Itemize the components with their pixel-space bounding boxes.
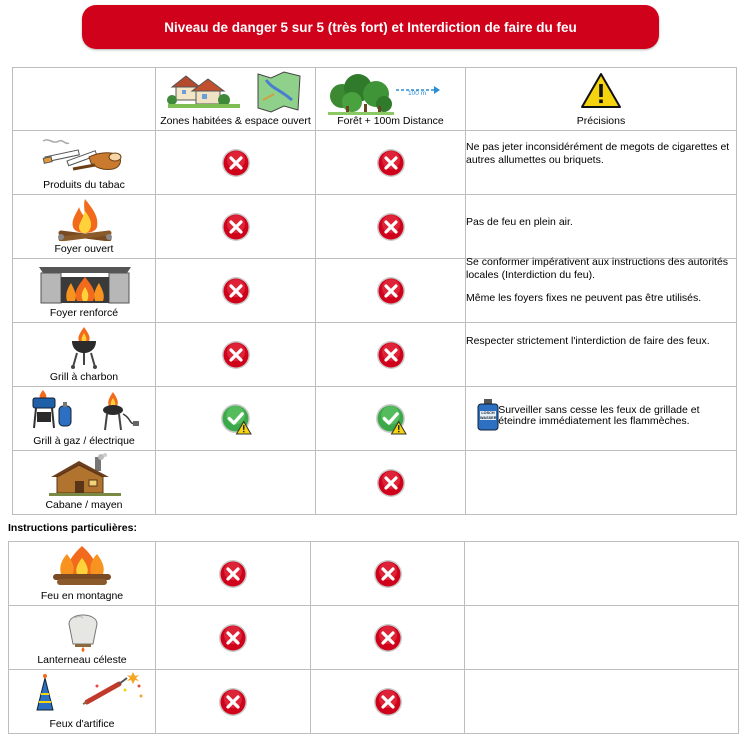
table-row <box>13 451 737 515</box>
danger-table <box>12 67 737 515</box>
cabin-icon <box>49 453 121 497</box>
campfire-icon <box>55 197 115 241</box>
precision-text: Ne pas jeter inconsidérément de megots de cigarettes et autres allumettes ou briquets. <box>466 141 730 166</box>
precision-cell <box>466 451 737 515</box>
precision-text: Respecter strictement l'interdiction de faire des feux. <box>466 335 710 347</box>
zones-status-cell <box>156 670 311 734</box>
title-banner <box>82 5 659 49</box>
bonfire-icon <box>47 544 117 586</box>
precision-text: Même les foyers fixes ne peuvent pas être utilisés. <box>466 292 702 304</box>
foret-status-cell <box>316 259 466 323</box>
precision-cell <box>466 387 737 451</box>
category-cell <box>13 323 156 387</box>
category-label: Feu en montagne <box>40 590 124 602</box>
jerrycan-label: LÖSCH WASSER <box>480 411 497 420</box>
category-cell <box>13 131 156 195</box>
fireworks-icon <box>27 672 147 714</box>
category-label: Cabane / mayen <box>45 499 123 511</box>
gas-electric-grill-icon <box>31 388 141 432</box>
table-row <box>13 323 737 387</box>
foret-status-cell <box>316 387 466 451</box>
forbidden-icon <box>218 687 248 717</box>
special-instructions-table <box>8 541 739 734</box>
precision-cell <box>465 670 739 734</box>
forbidden-icon <box>221 212 251 242</box>
forbidden-icon <box>221 148 251 178</box>
sky-lantern-icon <box>63 608 103 652</box>
table-row <box>9 606 739 670</box>
category-cell <box>9 542 156 606</box>
zones-status-cell <box>156 606 311 670</box>
category-label: Grill à gaz / électrique <box>33 435 135 447</box>
forbidden-icon <box>376 212 406 242</box>
header-precisions-label: Précisions <box>576 115 626 127</box>
table-row <box>9 670 739 734</box>
category-cell <box>13 195 156 259</box>
category-label: Foyer renforcé <box>49 307 119 319</box>
category-label: Lanterneau céleste <box>37 654 127 666</box>
header-foret <box>316 68 466 131</box>
zones-status-cell <box>156 542 311 606</box>
precision-cell <box>466 195 737 259</box>
stone-fireplace-icon <box>35 261 135 305</box>
header-zones-label: Zones habitées & espace ouvert <box>160 115 311 127</box>
foret-status-cell <box>316 451 466 515</box>
forbidden-icon <box>221 340 251 370</box>
category-cell <box>13 451 156 515</box>
zones-status-cell <box>156 387 316 451</box>
table-row <box>13 131 737 195</box>
foret-status-cell <box>311 606 465 670</box>
precision-text: Pas de feu en plein air. <box>466 216 573 228</box>
forbidden-icon <box>373 559 403 589</box>
page-title: Niveau de danger 5 sur 5 (très fort) et Interdiction de faire du feu <box>164 19 577 35</box>
foret-status-cell <box>316 195 466 259</box>
category-cell <box>9 606 156 670</box>
foret-status-cell <box>311 542 465 606</box>
forbidden-icon <box>376 148 406 178</box>
precision-text: Surveiller sans cesse les feux de grillade et éteindre immédiatement les flammèches. <box>498 404 700 427</box>
category-cell <box>13 259 156 323</box>
header-precisions <box>466 68 737 131</box>
table-row <box>9 542 739 606</box>
warning-sign-icon <box>580 72 622 110</box>
forbidden-icon <box>218 623 248 653</box>
category-label: Feux d'artifice <box>49 718 115 730</box>
header-row <box>13 68 737 131</box>
category-label: Foyer ouvert <box>54 243 114 255</box>
precision-cell <box>466 256 737 323</box>
precision-cell <box>466 131 737 195</box>
zones-status-cell <box>156 131 316 195</box>
forbidden-icon <box>376 340 406 370</box>
category-label: Produits du tabac <box>43 179 125 191</box>
foret-status-cell <box>311 670 465 734</box>
category-cell <box>9 670 156 734</box>
distance-badge: 100 m <box>408 90 427 97</box>
header-zones <box>156 68 316 131</box>
table-row <box>13 195 737 259</box>
table-row <box>13 259 737 323</box>
header-foret-label: Forêt + 100m Distance <box>337 115 444 127</box>
category-cell <box>13 387 156 451</box>
precision-cell <box>466 323 737 387</box>
zones-status-cell <box>156 323 316 387</box>
section-title: Instructions particulières: <box>8 522 137 534</box>
forbidden-icon <box>376 276 406 306</box>
category-label: Grill à charbon <box>49 371 119 383</box>
precision-text: Se conformer impérativent aux instructions des autorités locales (Interdiction du feu). <box>466 256 729 281</box>
charcoal-grill-icon <box>69 325 99 369</box>
forbidden-icon <box>373 623 403 653</box>
header-empty-cell <box>13 68 156 131</box>
houses-map-icon <box>166 70 306 114</box>
precision-cell <box>465 606 739 670</box>
cigarette-pipe-icon <box>39 135 127 175</box>
forbidden-icon <box>376 468 406 498</box>
foret-status-cell <box>316 131 466 195</box>
forbidden-icon <box>218 559 248 589</box>
forbidden-icon <box>221 276 251 306</box>
zones-status-cell <box>156 195 316 259</box>
zones-status-cell <box>156 259 316 323</box>
water-jerrycan-icon <box>476 399 497 431</box>
foret-status-cell <box>316 323 466 387</box>
precision-cell <box>465 542 739 606</box>
allowed-with-caution-icon <box>375 403 407 435</box>
table-row <box>13 387 737 451</box>
zones-status-cell <box>156 451 316 515</box>
forbidden-icon <box>373 687 403 717</box>
allowed-with-caution-icon <box>220 403 252 435</box>
